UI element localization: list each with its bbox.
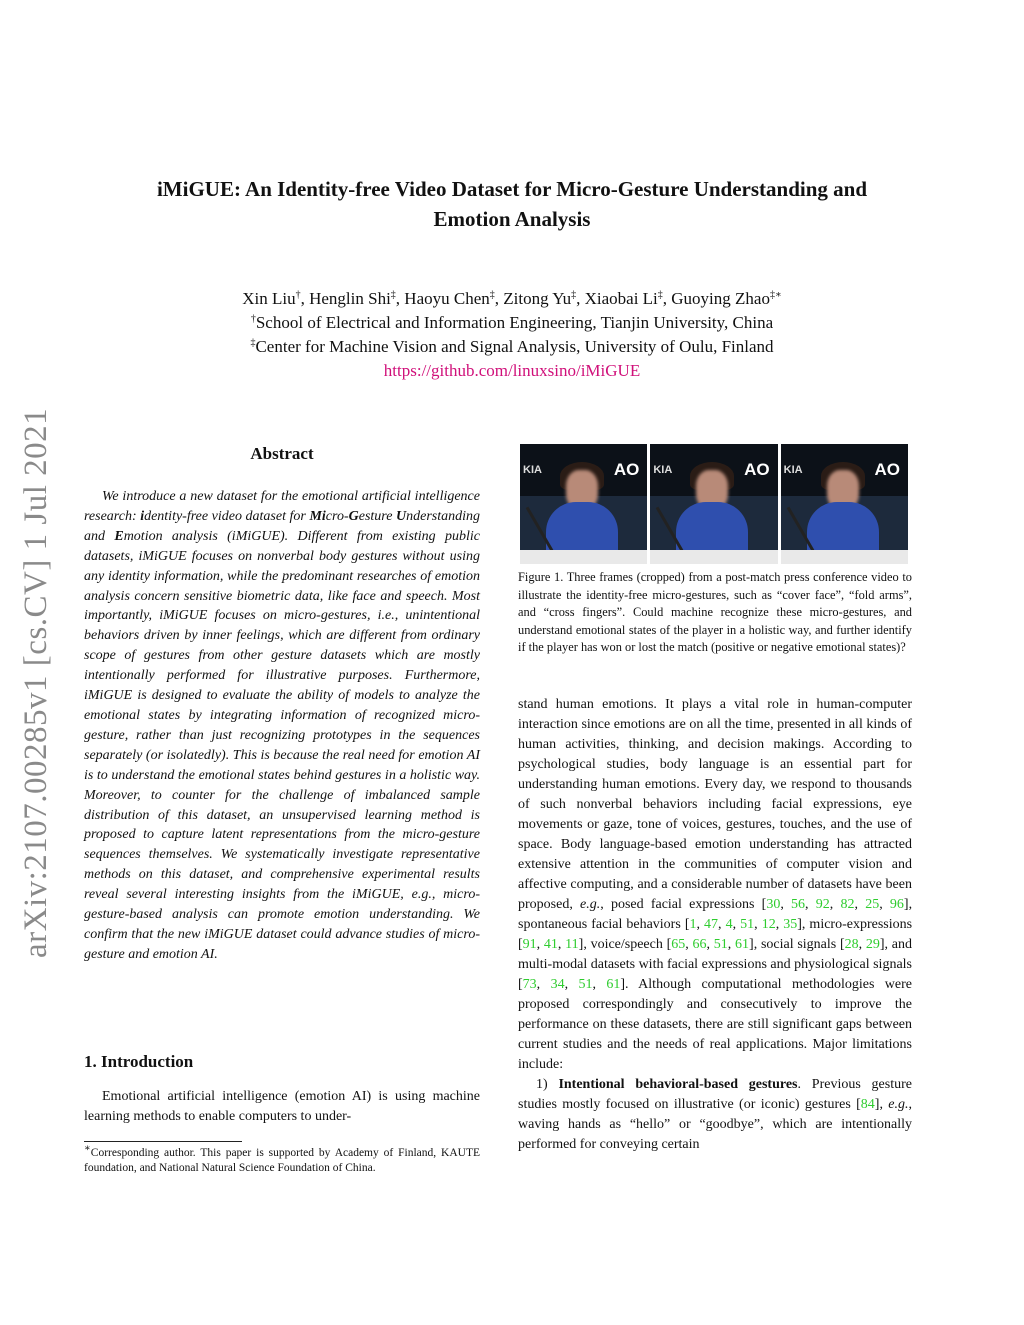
citation[interactable]: 51 [578, 977, 593, 992]
footnote-text: Corresponding author. This paper is supported by Academy of Finland, KAUTE foundation, and National Natural Science Foundation of China. [84, 1147, 480, 1174]
event-logo: AO [744, 460, 770, 479]
citation[interactable]: 41 [543, 937, 558, 952]
citation[interactable]: 61 [606, 977, 621, 992]
figure-1 [520, 444, 908, 564]
abstract-heading: Abstract [250, 444, 314, 463]
citation[interactable]: 34 [550, 977, 565, 992]
event-logo: AO [613, 460, 640, 479]
affiliation-2 [70, 335, 954, 359]
footnote [84, 1143, 480, 1176]
author: Xiaobai Li [584, 289, 658, 308]
footnote-rule [84, 1141, 242, 1142]
abstract-body: We introduce a new dataset for the emotional artificial intelligence research: identity-free video dataset for Micro-Gesture Understanding and Emotion analysis (iMiGUE). Different from existing public datasets, iMiGUE focuses on nonverbal body gestures without using any identity information, while the predominant researches of emotion analysis concern sensitive biometric data, like face and speech. Most importantly, iMiGUE focuses on micro-gestures, i.e., unintentional behaviors driven by inner feelings, which are different from ordinary scope of gestures from other gesture datasets which are mostly intentionally performed for illustrative purposes. Furthermore, iMiGUE is designed to evaluate the ability of models to analyze the emotional states by integrating information of recognized micro-gesture, rather than just recognizing prototypes in the sequences separately (or isolatedly). This is because the real need for emotion AI is to understand the emotional states behind gestures in a holistic way. Moreover, to counter for the challenge of imbalanced sample distribution of this dataset, an unsupervised learning method is proposed to capture latent representations from the micro-gesture sequences themselves. We systematically investigate representative methods on this dataset, and comprehensive experimental results reveal several interesting insights from the iMiGUE, e.g., micro-gesture-based analysis can promote emotion understanding. We confirm that the new iMiGUE dataset could advance studies of micro-gesture and emotion AI. [84, 489, 481, 962]
citation[interactable]: 11 [565, 937, 579, 952]
sponsor-logo: KIA [783, 464, 803, 476]
figure-caption: Figure 1. Three frames (cropped) from a post-match press conference video to illustrate the identity-free micro-gestures, such as “cover face”, “fold arms”, and “cross fingers”. Could machine recognize these micro-gestures, and understand emotional states of the player in a holistic way, and further identify if the player has won or lost the match (positive or negative emotional states)? [518, 570, 912, 655]
citation[interactable]: 82 [840, 897, 855, 912]
sponsor-logo: KIA [653, 464, 673, 476]
citation[interactable]: 51 [713, 937, 728, 952]
citation[interactable]: 25 [865, 897, 880, 912]
affiliation-mark: ‡ [250, 337, 256, 349]
title-line-2: Emotion Analysis [433, 207, 591, 231]
author-mark: ‡ [657, 289, 663, 301]
author: Haoyu Chen [404, 289, 490, 308]
citation[interactable]: 61 [735, 937, 750, 952]
citation[interactable]: 96 [889, 897, 904, 912]
arxiv-id: arXiv:2107.00285v1 [cs.CV] 1 Jul 2021 [18, 407, 54, 958]
paper-title [70, 174, 954, 234]
author-block [70, 287, 954, 383]
citation[interactable]: 66 [692, 937, 707, 952]
affiliation-text: School of Electrical and Information Engineering, Tianjin University, China [255, 313, 774, 332]
paragraph: 1) Intentional behavioral-based gestures. Previous gesture studies mostly focused on illustrative (or iconic) gestures [84], e.g., waving hands as “hello” or “goodbye”, which are intentionally performed for conveying certain [518, 1077, 912, 1152]
event-logo: AO [874, 460, 900, 479]
video-frame-cross-fingers [781, 444, 908, 564]
citation[interactable]: 92 [815, 897, 830, 912]
citation[interactable]: 29 [865, 937, 880, 952]
author: Henglin Shi [309, 289, 391, 308]
sponsor-logo: KIA [523, 464, 542, 476]
section-heading-introduction: 1. Introduction [84, 1052, 194, 1071]
author-mark: † [295, 289, 301, 301]
arxiv-stamp [12, 375, 56, 960]
citation[interactable]: 84 [860, 1097, 875, 1112]
citation[interactable]: 65 [671, 937, 686, 952]
paragraph: stand human emotions. It plays a vital role in human-computer interaction since emotions are on all the time, presented in all kinds of human activities, thinking, and decision makings. According to psychological studies, body language is an essential part for understanding human emotions. Every day, we respond to thousands of such nonverbal behaviors including facial expressions, eye movements or gaze, tone of voices, gestures, touches, and the use of space. Body language-based emotion understanding has attracted extensive attention in the communities of computer vision and affective computing, and a considerable number of datasets have been proposed, e.g., posed facial expressions [30, 56, 92, 82, 25, 96], spontaneous facial behaviors [1, 47, 4, 51, 12, 35], micro-expressions [91, 41, 11], voice/speech [65, 66, 51, 61], social signals [28, 29], and multi-modal datasets with facial expressions and physiological signals [73, 34, 51, 61]. Although computational methodologies were proposed correspondingly and consecutively to improve the performance on these datasets, there are still significant gaps between current studies and the needs of real applications. Major limitations include: [518, 697, 913, 1072]
right-column-body [518, 695, 912, 1155]
footnote-mark: ∗ [84, 1143, 91, 1155]
affiliation-mark: † [250, 313, 256, 325]
repo-link[interactable]: https://github.com/linuxsino/iMiGUE [383, 361, 641, 380]
citation[interactable]: 91 [522, 937, 537, 952]
video-frame-cover-face [520, 444, 647, 564]
citation[interactable]: 56 [791, 897, 806, 912]
citation[interactable]: 47 [704, 917, 719, 932]
title-line-1: iMiGUE: An Identity-free Video Dataset for Micro-Gesture Understanding and [156, 177, 868, 201]
author-mark: ‡∗ [769, 289, 782, 301]
citation[interactable]: 4 [725, 917, 733, 932]
citation[interactable]: 1 [689, 917, 697, 932]
citation[interactable]: 30 [766, 897, 781, 912]
video-frame-fold-arms [650, 444, 777, 564]
affiliation-1 [70, 311, 954, 335]
author-mark: ‡ [571, 289, 577, 301]
author: Xin Liu [242, 289, 296, 308]
author: Zitong Yu [503, 289, 572, 308]
affiliation-text: Center for Machine Vision and Signal Analysis, University of Oulu, Finland [255, 337, 774, 356]
author-mark: ‡ [489, 289, 495, 301]
citation[interactable]: 51 [740, 917, 755, 932]
citation[interactable]: 12 [761, 917, 776, 932]
author-mark: ‡ [390, 289, 396, 301]
citation[interactable]: 73 [522, 977, 537, 992]
author: Guoying Zhao [671, 289, 770, 308]
intro-paragraph: Emotional artificial intelligence (emotion AI) is using machine learning methods to enable computers to under- [84, 1089, 480, 1124]
citation[interactable]: 35 [783, 917, 798, 932]
citation[interactable]: 28 [844, 937, 859, 952]
author-list: Xin Liu†, Henglin Shi‡, Haoyu Chen‡, Zitong Yu‡, Xiaobai Li‡, Guoying Zhao‡∗ [242, 289, 782, 308]
